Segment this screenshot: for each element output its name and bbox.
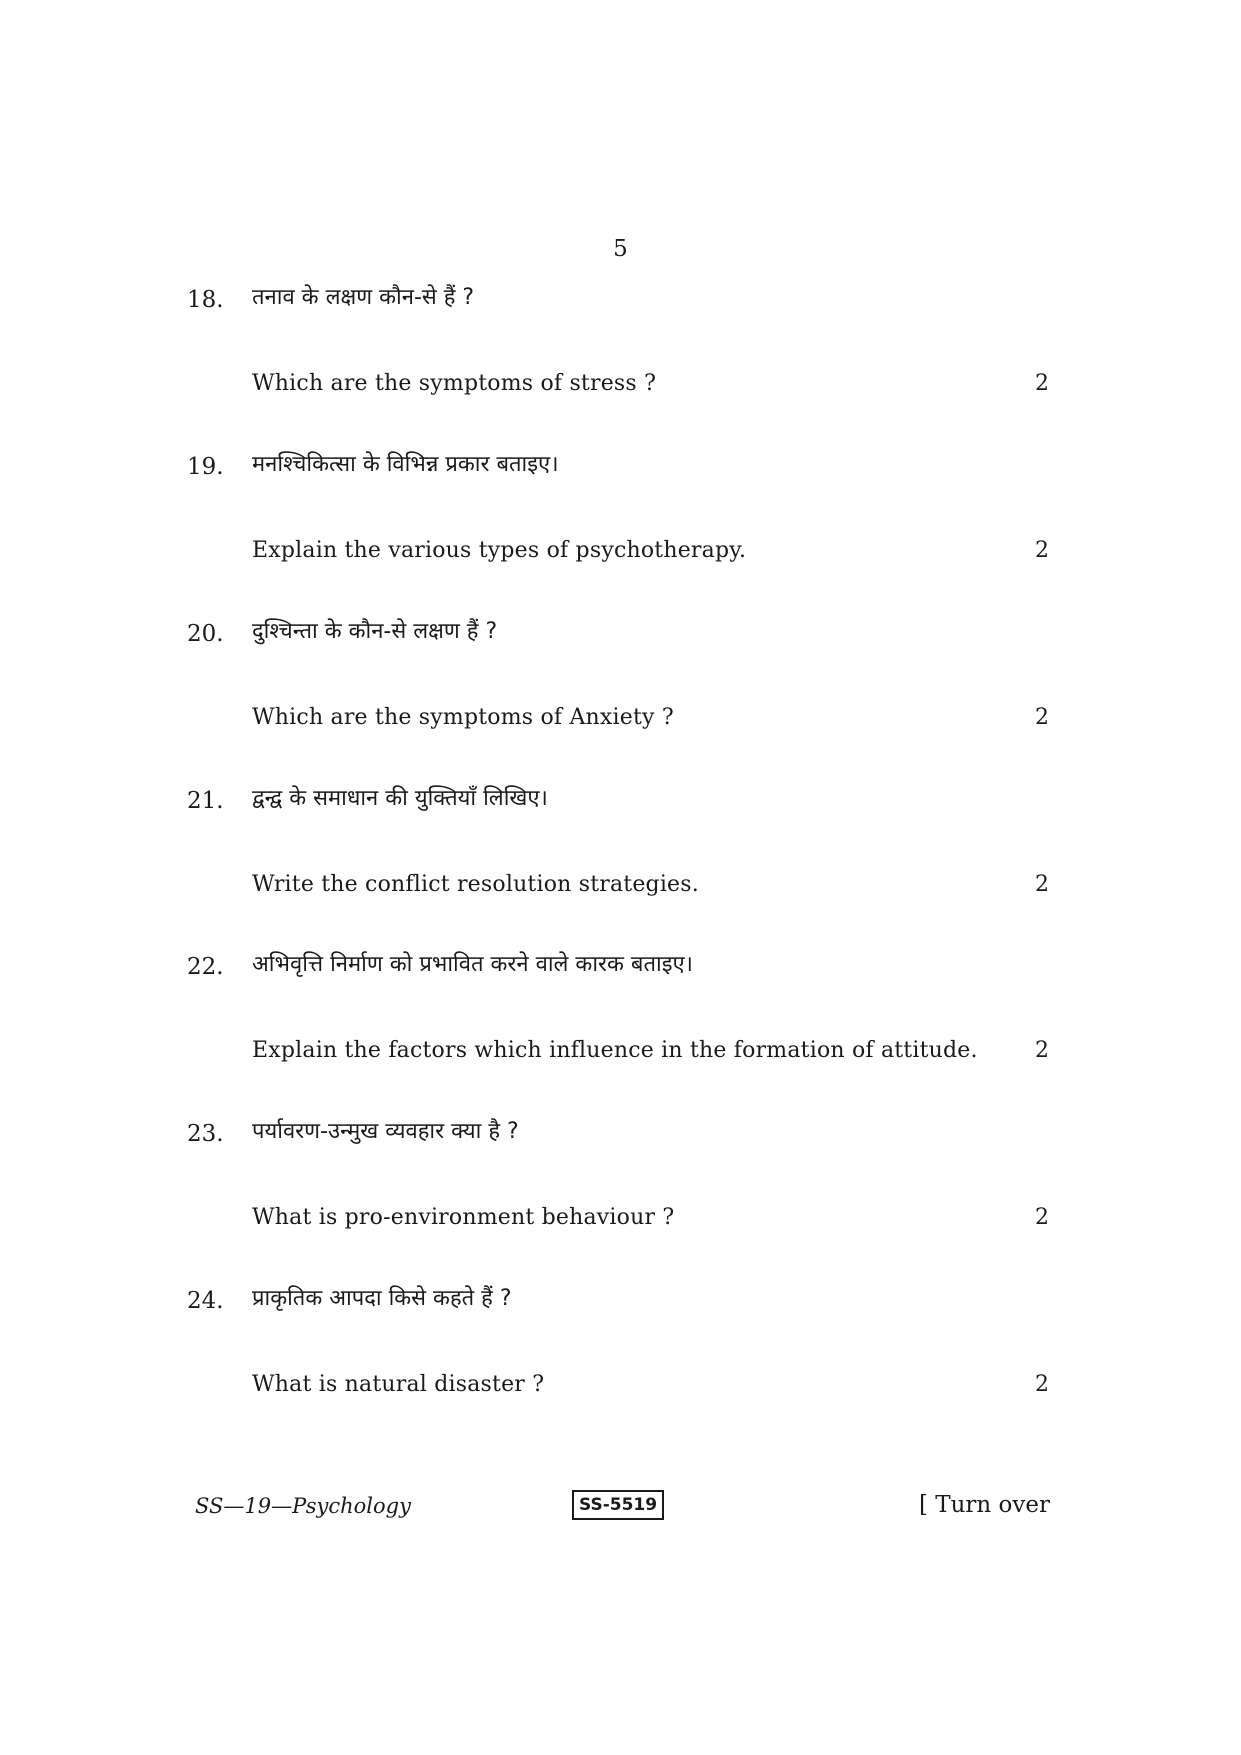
question-number: 19.: [187, 454, 224, 480]
question-text-hindi: दुश्चिन्ता के कौन-से लक्षण हैं ?: [252, 619, 498, 644]
question-number: 22.: [187, 954, 224, 980]
question-24: [0, 1286, 1241, 1446]
paper-code-box: SS-5519: [572, 1490, 664, 1520]
question-marks: 2: [1035, 371, 1049, 396]
question-marks: 2: [1035, 1038, 1049, 1063]
question-marks: 2: [1035, 1205, 1049, 1230]
question-text-hindi: मनश्चिकित्सा के विभिन्न प्रकार बताइए।: [252, 452, 559, 477]
question-marks: 2: [1035, 538, 1049, 563]
question-number: 23.: [187, 1121, 224, 1147]
question-20: [0, 619, 1241, 779]
question-marks: 2: [1035, 872, 1049, 897]
question-18: [0, 285, 1241, 445]
question-text-hindi: तनाव के लक्षण कौन-से हैं ?: [252, 285, 475, 310]
turn-over-note: [ Turn over: [918, 1492, 1050, 1518]
question-text-english: What is pro-environment behaviour ?: [252, 1205, 675, 1230]
question-marks: 2: [1035, 705, 1049, 730]
question-21: [0, 786, 1241, 946]
question-number: 20.: [187, 621, 224, 647]
question-text-english: What is natural disaster ?: [252, 1372, 545, 1397]
question-text-hindi: पर्यावरण-उन्मुख व्यवहार क्या है ?: [252, 1119, 519, 1144]
question-text-hindi: अभिवृत्ति निर्माण को प्रभावित करने वाले कारक बताइए।: [252, 952, 694, 977]
question-number: 18.: [187, 287, 224, 313]
question-19: [0, 452, 1241, 612]
question-text-english: Which are the symptoms of Anxiety ?: [252, 705, 674, 730]
question-text-english: Explain the various types of psychotherapy.: [252, 538, 747, 563]
question-22: [0, 952, 1241, 1112]
page-number: 5: [613, 236, 628, 262]
question-marks: 2: [1035, 1372, 1049, 1397]
question-number: 21.: [187, 788, 224, 814]
question-23: [0, 1119, 1241, 1279]
question-text-hindi: द्वन्द्व के समाधान की युक्तियाँ लिखिए।: [252, 786, 548, 811]
question-text-english: Write the conflict resolution strategies.: [252, 872, 699, 897]
question-number: 24.: [187, 1288, 224, 1314]
question-text-english: Which are the symptoms of stress ?: [252, 371, 657, 396]
page-footer: [0, 1490, 1241, 1526]
question-text-hindi: प्राकृतिक आपदा किसे कहते हैं ?: [252, 1286, 512, 1311]
question-text-english: Explain the factors which influence in the formation of attitude.: [252, 1038, 978, 1063]
footer-subject: SS—19—Psychology: [195, 1494, 411, 1518]
